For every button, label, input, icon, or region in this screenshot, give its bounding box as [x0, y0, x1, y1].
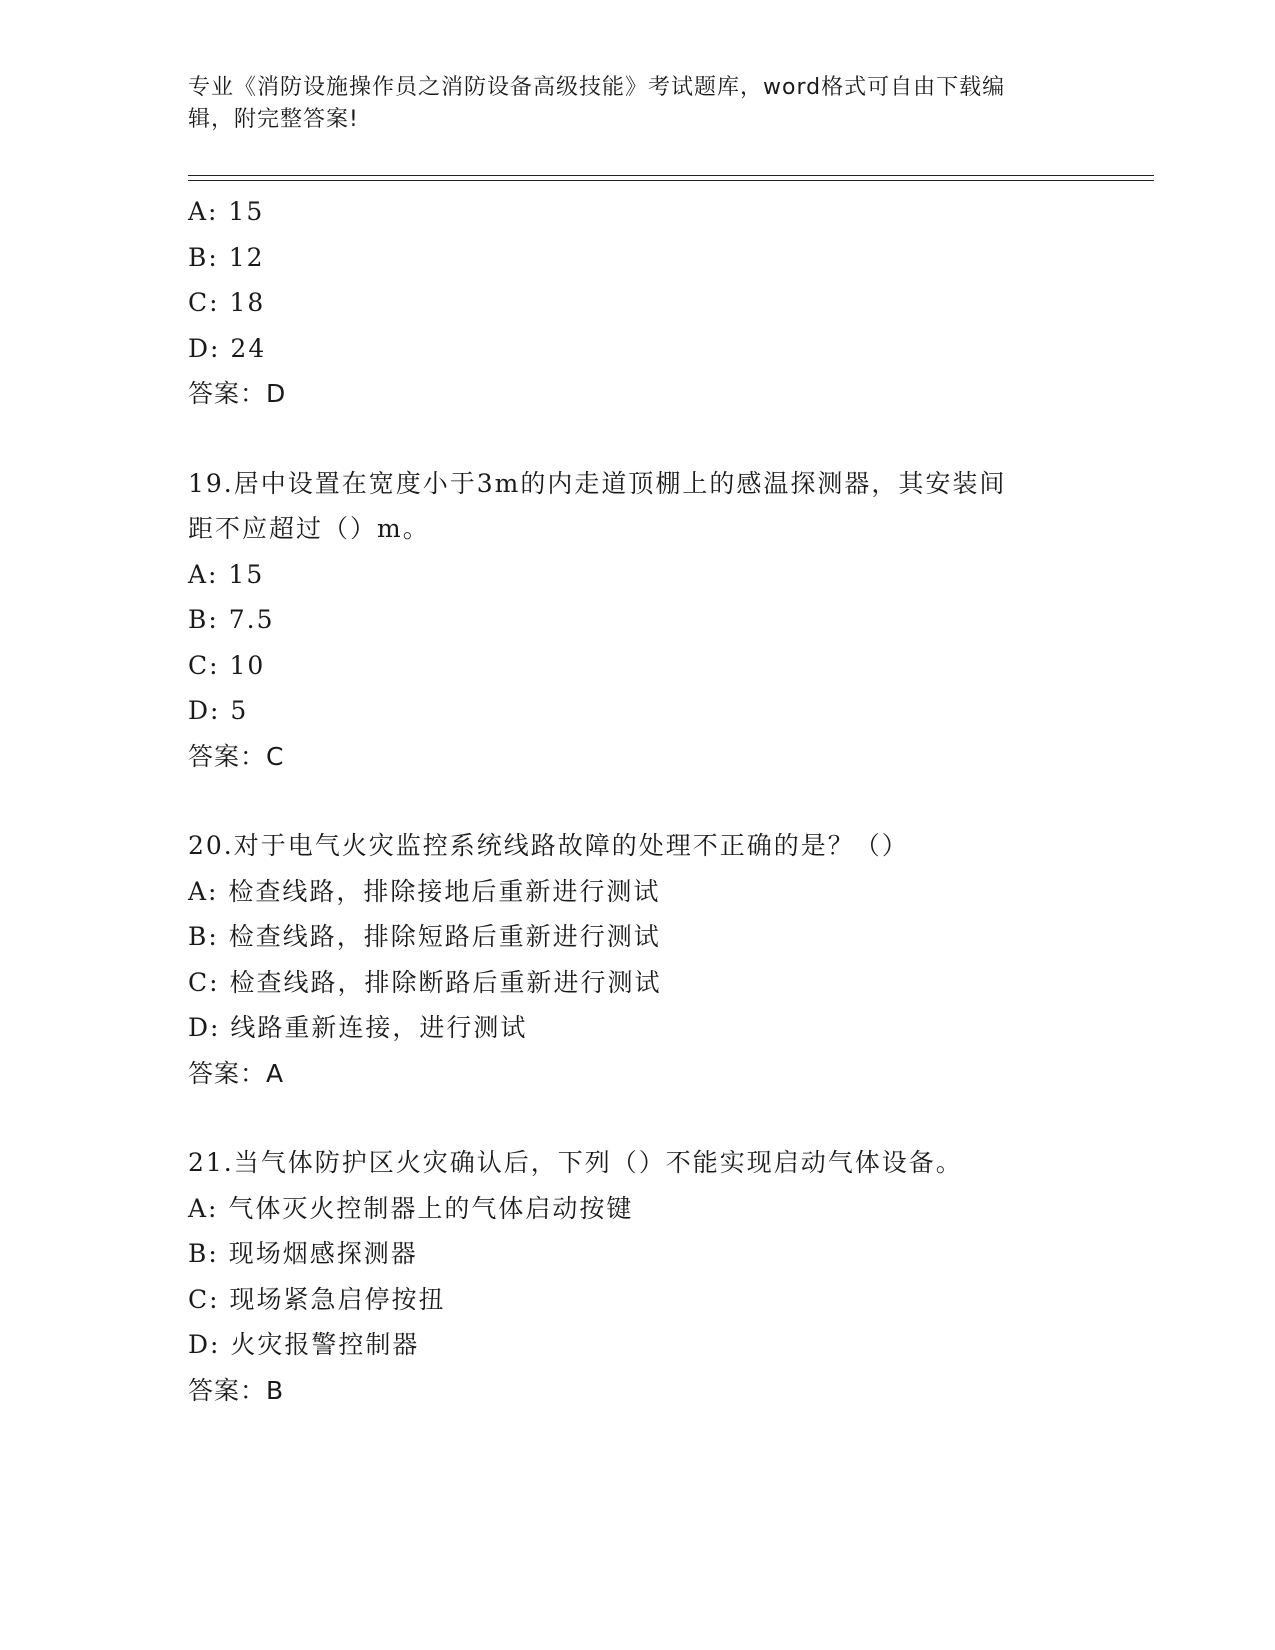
option-a: A: 检查线路，排除接地后重新进行测试 — [188, 876, 661, 906]
option-c: C: 18 — [188, 288, 266, 317]
header-rule-bottom — [188, 180, 1154, 181]
option-a: A: 15 — [188, 197, 265, 226]
option-d: D: 火灾报警控制器 — [188, 1330, 420, 1359]
option-a: A: 15 — [188, 559, 265, 589]
question-19 — [188, 461, 1088, 780]
option-c: C: 10 — [188, 650, 266, 680]
option-a: A: 气体灭火控制器上的气体启动按键 — [188, 1193, 634, 1223]
question-text: 20.对于电气火灾监控系统线路故障的处理不正确的是？（） — [188, 831, 909, 860]
question-21 — [188, 1140, 1088, 1413]
question-text: 19.居中设置在宽度小于3m的内走道顶棚上的感温探测器，其安装间 距不应超过（）m。 — [188, 468, 1007, 543]
answer-line: 答案：A — [188, 1058, 285, 1088]
question-20 — [188, 823, 1088, 1096]
option-c: C: 检查线路，排除断路后重新进行测试 — [188, 967, 662, 997]
option-b: B: 检查线路，排除短路后重新进行测试 — [188, 922, 661, 951]
answer-line: 答案：D — [188, 379, 287, 408]
document-header: 专业《消防设施操作员之消防设备高级技能》考试题库，word格式可自由下载编 辑，附完整答案! — [188, 75, 1006, 132]
answer-line: 答案：C — [188, 741, 285, 771]
option-d: D: 5 — [188, 696, 249, 725]
header-rule-top — [188, 175, 1154, 176]
option-b: B: 12 — [188, 242, 265, 272]
question-list — [188, 189, 1088, 1413]
option-d: D: 线路重新连接，进行测试 — [188, 1013, 528, 1042]
answer-line: 答案：B — [188, 1375, 285, 1405]
question-text: 21.当气体防护区火灾确认后，下列（）不能实现启动气体设备。 — [188, 1148, 963, 1177]
option-d: D: 24 — [188, 333, 267, 363]
option-b: B: 现场烟感探测器 — [188, 1239, 418, 1268]
question-18-continued — [188, 189, 1088, 417]
option-c: C: 现场紧急启停按扭 — [188, 1284, 446, 1314]
option-b: B: 7.5 — [188, 605, 275, 634]
